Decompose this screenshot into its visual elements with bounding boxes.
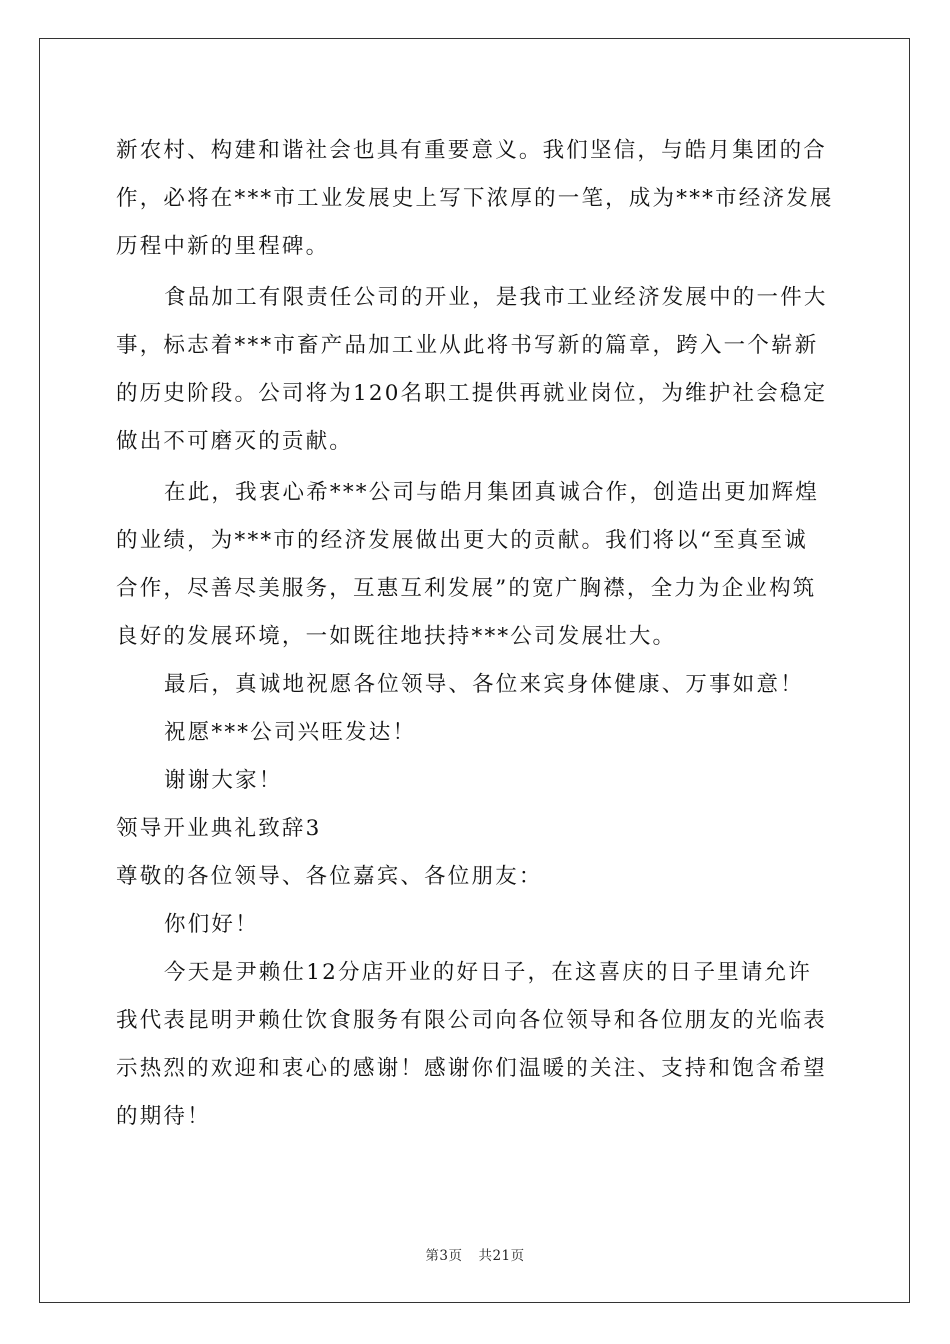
paragraph-line: 的期待！ (116, 1104, 211, 1129)
page-number: 第3页 (425, 1248, 463, 1264)
paragraph-line: 新农村、构建和谐社会也具有重要意义。我们坚信，与皓月集团的合 (116, 138, 828, 163)
paragraph-line: 做出不可磨灭的贡献。 (116, 429, 354, 454)
paragraph-line: 最后，真诚地祝愿各位领导、各位来宾身体健康、万事如意！ (164, 672, 804, 697)
paragraph-line: 今天是尹赖仕12分店开业的好日子，在这喜庆的日子里请允许 (164, 960, 812, 985)
section-heading: 领导开业典礼致辞3 (116, 816, 322, 841)
paragraph-line: 作，必将在***市工业发展史上写下浓厚的一笔，成为***市经济发展 (116, 186, 834, 211)
document-body (116, 127, 834, 1141)
paragraph-line: 的历史阶段。公司将为120名职工提供再就业岗位，为维护社会稳定 (116, 381, 828, 406)
greeting: 你们好！ (164, 912, 259, 937)
paragraph-line: 示热烈的欢迎和衷心的感谢！感谢你们温暖的关注、支持和饱含希望 (116, 1056, 828, 1081)
page-total: 共21页 (478, 1248, 525, 1264)
paragraph-line: 合作，尽善尽美服务，互惠互利发展”的宽广胸襟，全力为企业构筑 (116, 576, 817, 601)
page-footer (0, 1246, 950, 1266)
paragraph-line: 良好的发展环境，一如既往地扶持***公司发展壮大。 (116, 624, 677, 649)
paragraph-line: 祝愿***公司兴旺发达！ (164, 720, 417, 745)
paragraph-line: 我代表昆明尹赖仕饮食服务有限公司向各位领导和各位朋友的光临表 (116, 1008, 828, 1033)
paragraph-line: 事，标志着***市畜产品加工业从此将书写新的篇章，跨入一个崭新 (116, 333, 819, 358)
paragraph-line: 食品加工有限责任公司的开业，是我市工业经济发展中的一件大 (164, 285, 828, 310)
salutation: 尊敬的各位领导、各位嘉宾、各位朋友： (116, 864, 543, 889)
paragraph-line: 历程中新的里程碑。 (116, 234, 330, 259)
paragraph-line: 的业绩，为***市的经济发展做出更大的贡献。我们将以“至真至诚 (116, 528, 808, 553)
paragraph-line: 在此，我衷心希***公司与皓月集团真诚合作，创造出更加辉煌 (164, 480, 820, 505)
paragraph-line: 谢谢大家！ (164, 768, 283, 793)
